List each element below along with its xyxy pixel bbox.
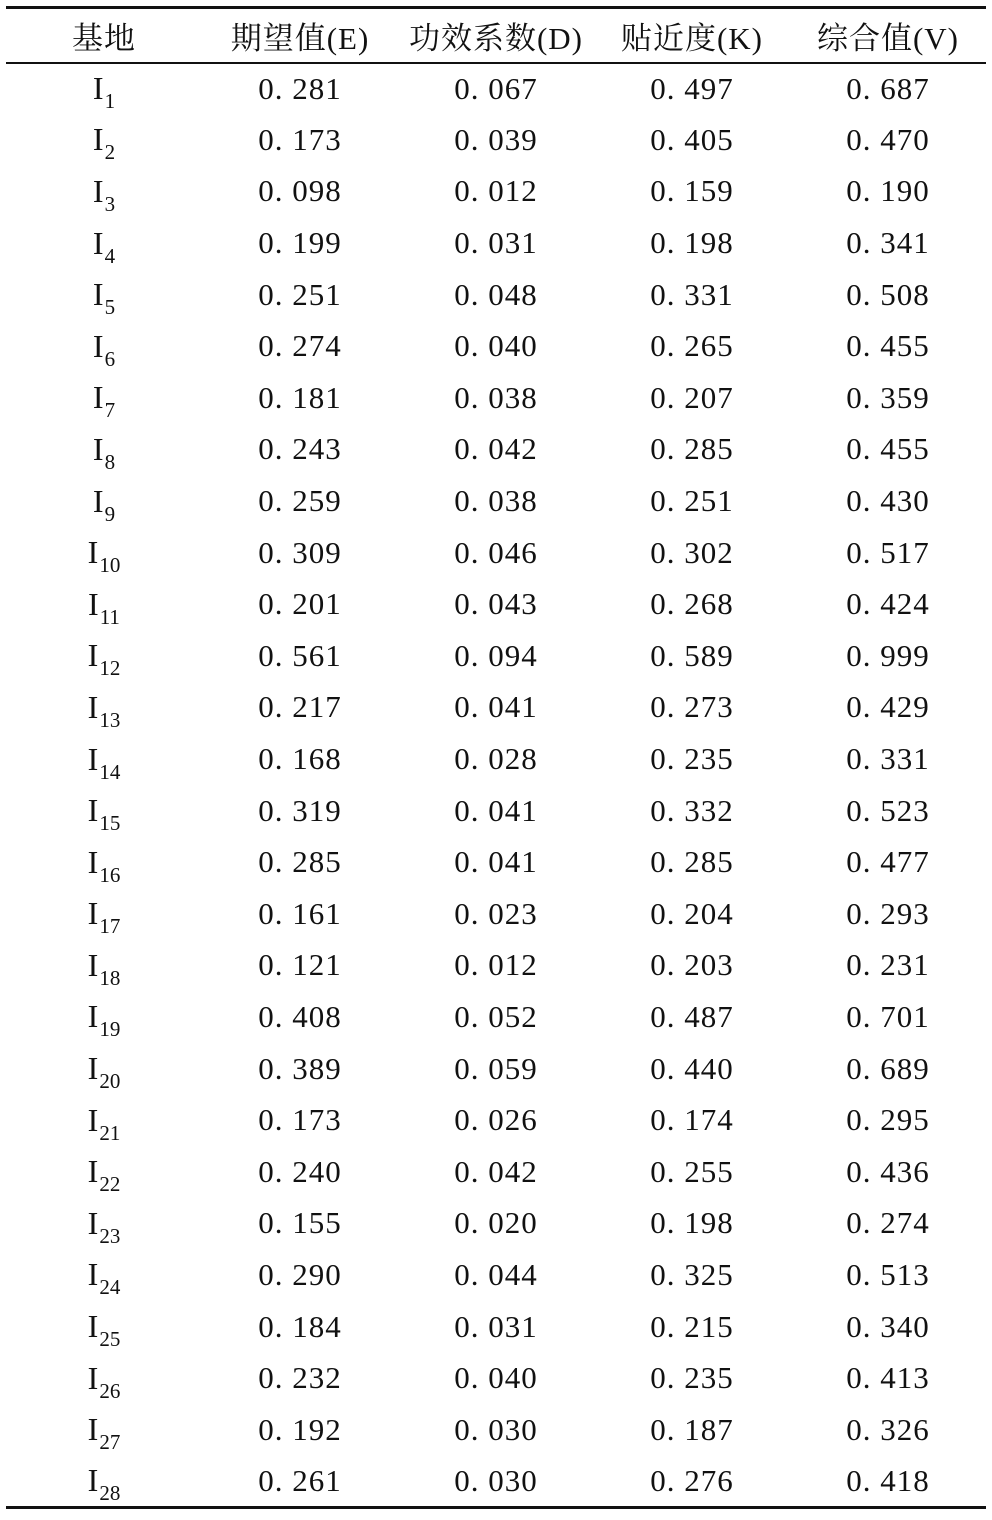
cell-composite-value: 0. 701: [846, 998, 930, 1034]
cell-efficacy-coefficient: 0. 041: [454, 689, 538, 725]
cell-composite-value: 0. 436: [846, 1153, 930, 1189]
cell-closeness: 0. 285: [650, 844, 734, 880]
results-table: [6, 6, 986, 1509]
cell-base: [6, 1043, 202, 1095]
cell-base: [6, 1352, 202, 1404]
cell-closeness: 0. 235: [650, 1360, 734, 1396]
base-subscript: 1: [104, 89, 116, 114]
base-symbol: I: [92, 121, 105, 158]
cell-composite-value: 0. 295: [846, 1102, 930, 1138]
cell-closeness: 0. 497: [650, 70, 734, 106]
cell-expected-value: 0. 290: [258, 1256, 342, 1292]
cell-efficacy-coefficient: 0. 043: [454, 586, 538, 622]
cell-composite-value: 0. 508: [846, 276, 930, 312]
cell-base: [6, 527, 202, 579]
cell-closeness: 0. 325: [650, 1256, 734, 1292]
cell-composite-value: 0. 455: [846, 328, 930, 364]
cell-closeness: 0. 203: [650, 947, 734, 983]
base-subscript: 25: [99, 1327, 121, 1352]
cell-efficacy-coefficient: 0. 044: [454, 1256, 538, 1292]
cell-base: [6, 1249, 202, 1301]
table-row: [6, 1456, 986, 1508]
header-row: [6, 8, 986, 63]
cell-expected-value: 0. 259: [258, 483, 342, 519]
base-subscript: 16: [99, 862, 121, 887]
cell-composite-value: 0. 274: [846, 1205, 930, 1241]
cell-expected-value: 0. 098: [258, 173, 342, 209]
cell-closeness: 0. 589: [650, 637, 734, 673]
cell-base: [6, 424, 202, 476]
table-row: [6, 785, 986, 837]
cell-closeness: 0. 255: [650, 1153, 734, 1189]
cell-base: [6, 1146, 202, 1198]
cell-expected-value: 0. 161: [258, 895, 342, 931]
base-subscript: 3: [104, 191, 116, 216]
base-subscript: 7: [104, 398, 116, 423]
base-symbol: I: [87, 740, 100, 777]
base-subscript: 10: [99, 553, 121, 578]
base-subscript: 4: [104, 243, 116, 268]
cell-closeness: 0. 198: [650, 225, 734, 261]
header-base: 基地: [6, 8, 202, 63]
base-symbol: I: [87, 1050, 100, 1087]
cell-expected-value: 0. 173: [258, 121, 342, 157]
cell-composite-value: 0. 359: [846, 379, 930, 415]
base-symbol: I: [92, 172, 105, 209]
cell-base: [6, 1301, 202, 1353]
cell-efficacy-coefficient: 0. 012: [454, 947, 538, 983]
base-symbol: I: [87, 1462, 100, 1499]
base-symbol: I: [87, 1308, 100, 1345]
cell-base: [6, 166, 202, 218]
cell-expected-value: 0. 561: [258, 637, 342, 673]
cell-composite-value: 0. 340: [846, 1308, 930, 1344]
cell-closeness: 0. 204: [650, 895, 734, 931]
cell-composite-value: 0. 231: [846, 947, 930, 983]
base-symbol: I: [87, 688, 100, 725]
cell-base: [6, 888, 202, 940]
base-symbol: I: [87, 637, 100, 674]
cell-expected-value: 0. 408: [258, 998, 342, 1034]
cell-efficacy-coefficient: 0. 067: [454, 70, 538, 106]
cell-expected-value: 0. 181: [258, 379, 342, 415]
cell-closeness: 0. 187: [650, 1411, 734, 1447]
base-subscript: 2: [104, 140, 116, 165]
base-symbol: I: [92, 70, 105, 107]
cell-expected-value: 0. 121: [258, 947, 342, 983]
cell-base: [6, 1456, 202, 1508]
base-symbol: I: [92, 430, 105, 467]
cell-composite-value: 0. 470: [846, 121, 930, 157]
cell-expected-value: 0. 199: [258, 225, 342, 261]
base-symbol: I: [87, 1359, 100, 1396]
header-composite-value: 综合值(V): [790, 8, 986, 63]
cell-composite-value: 0. 429: [846, 689, 930, 725]
cell-expected-value: 0. 240: [258, 1153, 342, 1189]
cell-base: [6, 1198, 202, 1250]
cell-expected-value: 0. 251: [258, 276, 342, 312]
cell-composite-value: 0. 293: [846, 895, 930, 931]
cell-efficacy-coefficient: 0. 030: [454, 1411, 538, 1447]
cell-base: [6, 578, 202, 630]
cell-efficacy-coefficient: 0. 059: [454, 1050, 538, 1086]
cell-base: [6, 320, 202, 372]
cell-efficacy-coefficient: 0. 026: [454, 1102, 538, 1138]
cell-composite-value: 0. 424: [846, 586, 930, 622]
base-subscript: 27: [99, 1430, 121, 1455]
header-closeness: 贴近度(K): [594, 8, 790, 63]
cell-closeness: 0. 268: [650, 586, 734, 622]
cell-composite-value: 0. 341: [846, 225, 930, 261]
base-symbol: I: [92, 224, 105, 261]
table-row: [6, 1352, 986, 1404]
cell-composite-value: 0. 523: [846, 792, 930, 828]
cell-efficacy-coefficient: 0. 012: [454, 173, 538, 209]
table-row: [6, 1043, 986, 1095]
cell-composite-value: 0. 190: [846, 173, 930, 209]
cell-closeness: 0. 235: [650, 741, 734, 777]
base-subscript: 6: [104, 346, 116, 371]
table-row: [6, 372, 986, 424]
table-row: [6, 320, 986, 372]
base-symbol: I: [87, 1204, 100, 1241]
base-subscript: 23: [99, 1223, 121, 1248]
base-subscript: 12: [99, 656, 121, 681]
cell-efficacy-coefficient: 0. 042: [454, 1153, 538, 1189]
base-symbol: I: [87, 534, 100, 571]
base-symbol: I: [87, 946, 100, 983]
base-subscript: 21: [99, 1120, 121, 1145]
cell-efficacy-coefficient: 0. 039: [454, 121, 538, 157]
cell-expected-value: 0. 192: [258, 1411, 342, 1447]
cell-closeness: 0. 487: [650, 998, 734, 1034]
cell-expected-value: 0. 232: [258, 1360, 342, 1396]
cell-efficacy-coefficient: 0. 041: [454, 792, 538, 828]
header-efficacy-coefficient: 功效系数(D): [398, 8, 594, 63]
table-row: [6, 1249, 986, 1301]
cell-base: [6, 785, 202, 837]
cell-base: [6, 372, 202, 424]
base-subscript: 13: [99, 707, 121, 732]
table-row: [6, 1146, 986, 1198]
cell-efficacy-coefficient: 0. 020: [454, 1205, 538, 1241]
cell-base: [6, 1404, 202, 1456]
cell-composite-value: 0. 687: [846, 70, 930, 106]
cell-efficacy-coefficient: 0. 042: [454, 431, 538, 467]
base-symbol: I: [87, 1101, 100, 1138]
cell-closeness: 0. 207: [650, 379, 734, 415]
cell-efficacy-coefficient: 0. 040: [454, 1360, 538, 1396]
cell-expected-value: 0. 285: [258, 844, 342, 880]
cell-efficacy-coefficient: 0. 031: [454, 1308, 538, 1344]
table-row: [6, 940, 986, 992]
cell-base: [6, 217, 202, 269]
base-symbol: I: [92, 276, 105, 313]
cell-composite-value: 0. 513: [846, 1256, 930, 1292]
cell-composite-value: 0. 517: [846, 534, 930, 570]
cell-expected-value: 0. 389: [258, 1050, 342, 1086]
cell-composite-value: 0. 418: [790, 1456, 986, 1508]
cell-composite-value: 0. 413: [846, 1360, 930, 1396]
cell-efficacy-coefficient: 0. 038: [454, 379, 538, 415]
base-subscript: 11: [99, 604, 120, 629]
base-symbol: I: [88, 585, 100, 622]
base-subscript: 17: [99, 914, 121, 939]
base-symbol: I: [87, 998, 100, 1035]
table-row: [6, 166, 986, 218]
table-row: [6, 991, 986, 1043]
cell-closeness: 0. 159: [650, 173, 734, 209]
cell-closeness: 0. 276: [594, 1456, 790, 1508]
base-subscript: 20: [99, 1069, 121, 1094]
cell-composite-value: 0. 326: [846, 1411, 930, 1447]
cell-closeness: 0. 265: [650, 328, 734, 364]
cell-closeness: 0. 174: [650, 1102, 734, 1138]
table-row: [6, 1094, 986, 1146]
cell-base: [6, 836, 202, 888]
table-row: [6, 217, 986, 269]
cell-efficacy-coefficient: 0. 046: [454, 534, 538, 570]
cell-expected-value: 0. 319: [258, 792, 342, 828]
cell-composite-value: 0. 455: [846, 431, 930, 467]
cell-efficacy-coefficient: 0. 023: [454, 895, 538, 931]
table-row: [6, 475, 986, 527]
cell-efficacy-coefficient: 0. 040: [454, 328, 538, 364]
cell-base: [6, 630, 202, 682]
table-row: [6, 1198, 986, 1250]
table-row: [6, 424, 986, 476]
cell-composite-value: 0. 689: [846, 1050, 930, 1086]
cell-closeness: 0. 285: [650, 431, 734, 467]
base-symbol: I: [92, 482, 105, 519]
cell-expected-value: 0. 281: [258, 70, 342, 106]
cell-base: [6, 733, 202, 785]
cell-closeness: 0. 251: [650, 483, 734, 519]
table-row: [6, 836, 986, 888]
table-row: [6, 578, 986, 630]
cell-efficacy-coefficient: 0. 028: [454, 741, 538, 777]
cell-base: [6, 1094, 202, 1146]
cell-expected-value: 0. 274: [258, 328, 342, 364]
cell-closeness: 0. 302: [650, 534, 734, 570]
table-row: [6, 630, 986, 682]
cell-expected-value: 0. 168: [258, 741, 342, 777]
base-subscript: 22: [99, 1172, 121, 1197]
table-row: [6, 527, 986, 579]
cell-base: [6, 269, 202, 321]
base-subscript: 28: [99, 1481, 121, 1506]
cell-expected-value: 0. 217: [258, 689, 342, 725]
cell-closeness: 0. 405: [650, 121, 734, 157]
base-subscript: 26: [99, 1378, 121, 1403]
cell-base: [6, 940, 202, 992]
cell-closeness: 0. 198: [650, 1205, 734, 1241]
table-row: [6, 733, 986, 785]
cell-base: [6, 991, 202, 1043]
table-row: [6, 682, 986, 734]
cell-expected-value: 0. 184: [258, 1308, 342, 1344]
cell-efficacy-coefficient: 0. 030: [398, 1456, 594, 1508]
cell-efficacy-coefficient: 0. 048: [454, 276, 538, 312]
base-subscript: 24: [99, 1275, 121, 1300]
table-row: [6, 269, 986, 321]
cell-base: [6, 682, 202, 734]
table-row: [6, 1404, 986, 1456]
cell-expected-value: 0. 173: [258, 1102, 342, 1138]
table-row: [6, 114, 986, 166]
table-row: [6, 63, 986, 115]
base-symbol: I: [87, 1153, 100, 1190]
base-subscript: 5: [104, 295, 116, 320]
cell-composite-value: 0. 331: [846, 741, 930, 777]
cell-composite-value: 0. 999: [846, 637, 930, 673]
cell-closeness: 0. 332: [650, 792, 734, 828]
cell-composite-value: 0. 430: [846, 483, 930, 519]
cell-expected-value: 0. 155: [258, 1205, 342, 1241]
table-row: [6, 1301, 986, 1353]
base-subscript: 8: [104, 449, 116, 474]
table-header: [6, 8, 986, 63]
cell-base: [6, 475, 202, 527]
base-symbol: I: [87, 1411, 100, 1448]
cell-expected-value: 0. 309: [258, 534, 342, 570]
base-symbol: I: [87, 1256, 100, 1293]
cell-efficacy-coefficient: 0. 094: [454, 637, 538, 673]
table-body: [6, 63, 986, 1508]
cell-efficacy-coefficient: 0. 041: [454, 844, 538, 880]
cell-expected-value: 0. 243: [258, 431, 342, 467]
base-subscript: 18: [99, 965, 121, 990]
cell-closeness: 0. 331: [650, 276, 734, 312]
cell-closeness: 0. 273: [650, 689, 734, 725]
base-subscript: 15: [99, 811, 121, 836]
base-symbol: I: [92, 379, 105, 416]
cell-expected-value: 0. 201: [258, 586, 342, 622]
cell-closeness: 0. 440: [650, 1050, 734, 1086]
header-expected-value: 期望值(E): [202, 8, 398, 63]
base-symbol: I: [87, 895, 100, 932]
base-subscript: 9: [104, 501, 116, 526]
cell-efficacy-coefficient: 0. 052: [454, 998, 538, 1034]
base-subscript: 14: [99, 759, 121, 784]
table-row: [6, 888, 986, 940]
cell-expected-value: 0. 261: [202, 1456, 398, 1508]
base-symbol: I: [87, 792, 100, 829]
cell-efficacy-coefficient: 0. 038: [454, 483, 538, 519]
base-subscript: 19: [99, 1017, 121, 1042]
cell-base: [6, 63, 202, 115]
cell-closeness: 0. 215: [650, 1308, 734, 1344]
cell-base: [6, 114, 202, 166]
cell-composite-value: 0. 477: [846, 844, 930, 880]
cell-efficacy-coefficient: 0. 031: [454, 225, 538, 261]
base-symbol: I: [87, 843, 100, 880]
base-symbol: I: [92, 327, 105, 364]
